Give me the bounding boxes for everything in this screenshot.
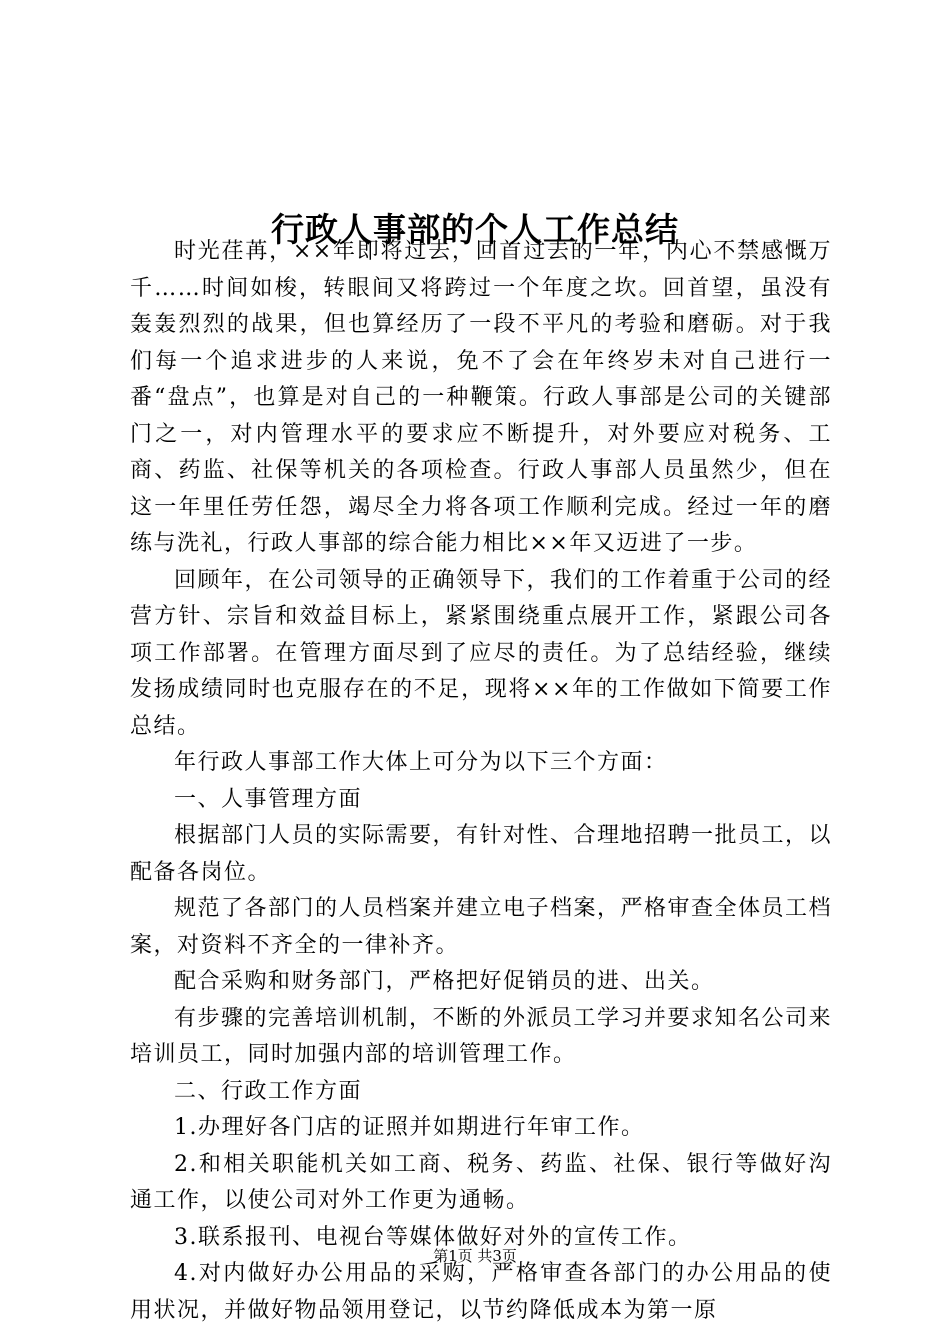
list-item-licenses: 1.办理好各门店的证照并如期进行年审工作。 <box>174 1115 645 1140</box>
paragraph-promoters: 配合采购和财务部门，严格把好促销员的进、出关。 <box>174 969 715 994</box>
paragraph-training: 有步骤的完善培训机制，不断的外派员工学习并要求知名公司来培训员工，同时加强内部的培训管理工作。 <box>130 1005 833 1067</box>
paragraph-recruitment: 根据部门人员的实际需要，有针对性、合理地招聘一批员工，以配备各岗位。 <box>130 823 833 885</box>
paragraph-archives: 规范了各部门的人员档案并建立电子档案，严格审查全体员工档案，对资料不齐全的一律补齐。 <box>130 896 833 958</box>
list-item-supplies: 4.对内做好办公用品的采购，严格审查各部门的办公用品的使用状况，并做好物品领用登记，以节约降低成本为第一原 <box>130 1261 832 1323</box>
document-title: 行政人事部的个人工作总结 <box>271 210 679 250</box>
section-heading-administration: 二、行政工作方面 <box>174 1078 363 1104</box>
paragraph-overview: 年行政人事部工作大体上可分为以下三个方面： <box>174 750 668 775</box>
document-body <box>130 234 832 1329</box>
section-heading-personnel: 一、人事管理方面 <box>174 786 363 812</box>
list-item-media: 3.联系报刊、电视台等媒体做好对外的宣传工作。 <box>174 1224 692 1250</box>
paragraph-intro: 时光荏苒，××年即将过去，回首过去的一年，内心不禁感慨万千……时间如梭，转眼间又将跨过一个年度之坎。回首望，虽没有轰轰烈烈的战果，但也算经历了一段不平凡的考验和磨砺。对于我们每一个追求进步的人来说，免不了会在年终岁未对自己进行一番“盘点”，也算是对自己的一种鞭策。行政人事部是公司的关键部门之一，对内管理水平的要求应不断提升，对外要应对税务、工商、药监、社保等机关的各项检查。行政人事部人员虽然少，但在这一年里任劳任怨，竭尽全力将各项工作顺利完成。经过一年的磨练与洗礼，行政人事部的综合能力相比××年又迈进了一步。 <box>130 239 832 556</box>
paragraph-review: 回顾年，在公司领导的正确领导下，我们的工作着重于公司的经营方针、宗旨和效益目标上，紧紧围绕重点展开工作，紧跟公司各项工作部署。在管理方面尽到了应尽的责任。为了总结经验，继续发扬成绩同时也克服存在的不足，现将××年的工作做如下简要工作总结。 <box>130 567 833 739</box>
list-item-agencies: 2.和相关职能机关如工商、税务、药监、社保、银行等做好沟通工作，以使公司对外工作更为通畅。 <box>130 1151 832 1213</box>
page-footer: 第1页 共3页 <box>433 1247 517 1265</box>
